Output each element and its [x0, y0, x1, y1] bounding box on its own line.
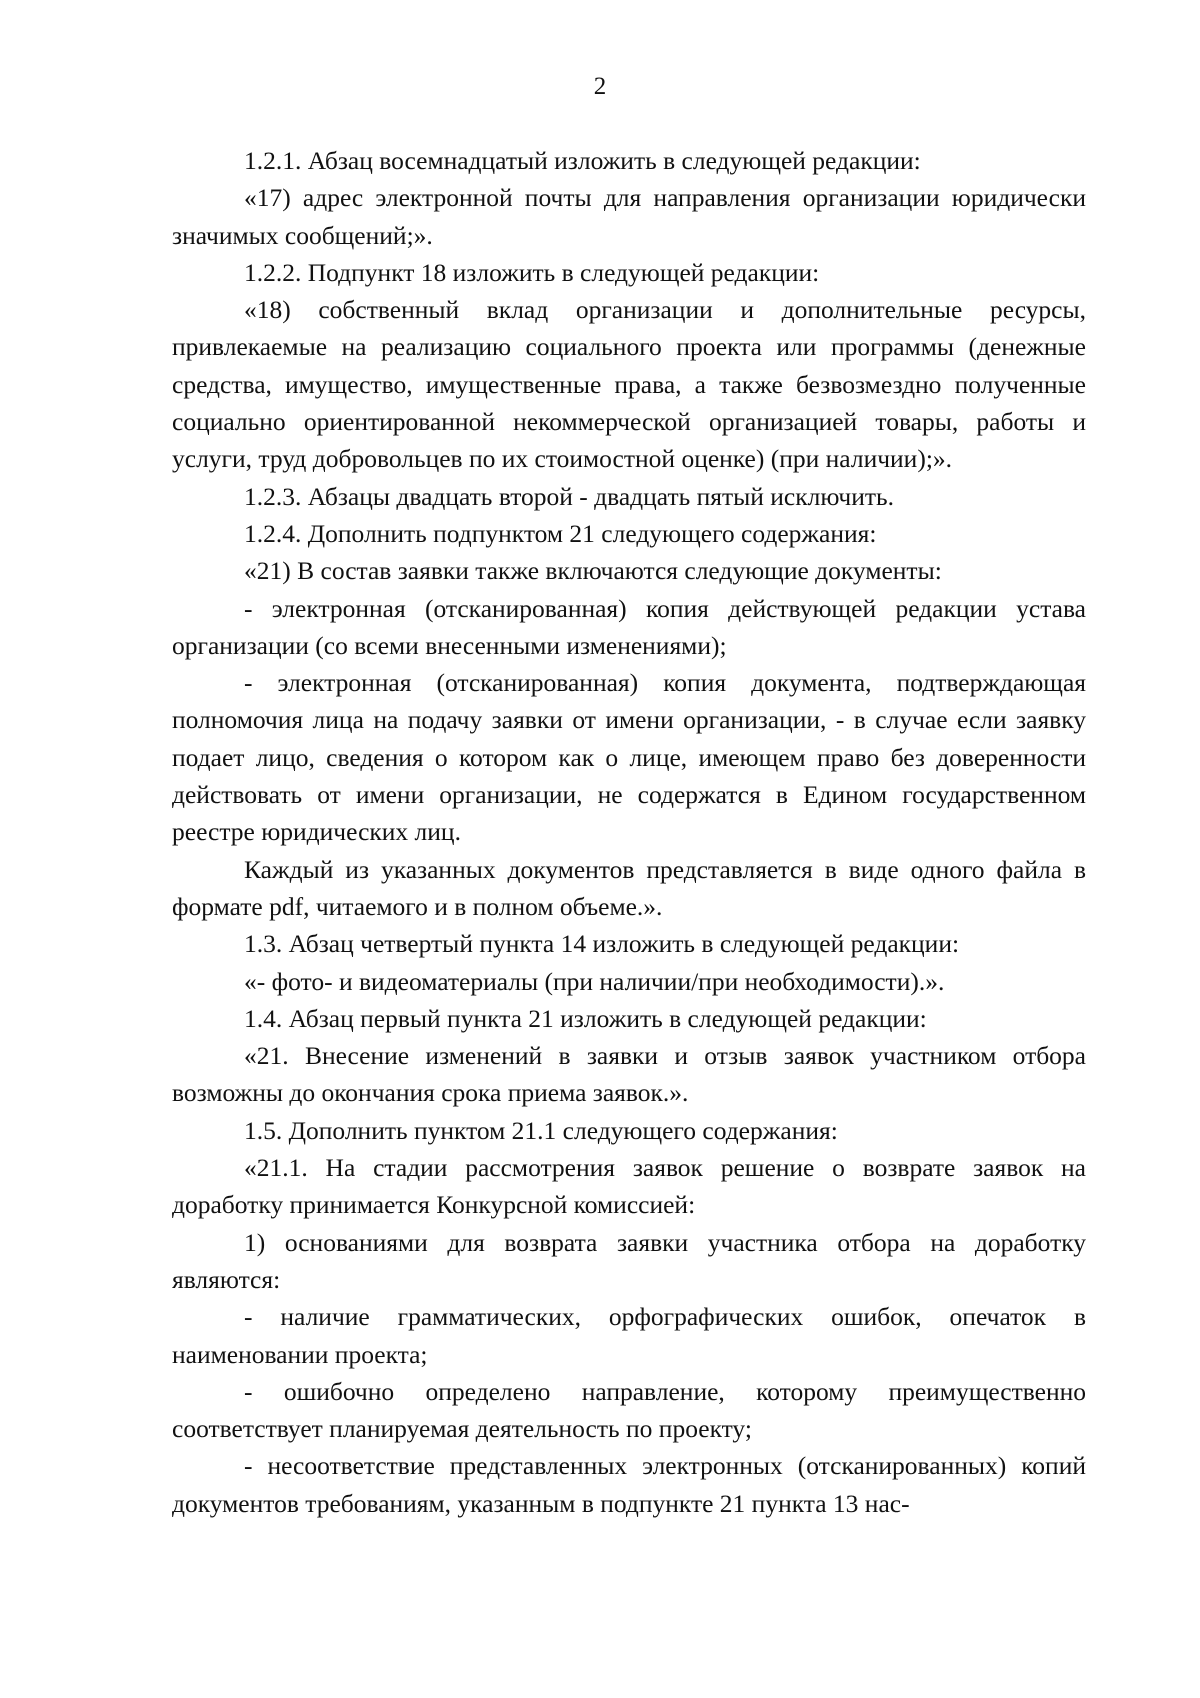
paragraph-1-3: 1.3. Абзац четвертый пункта 14 изложить в следующей редакции:	[244, 929, 960, 959]
paragraph-quote-21: «21) В состав заявки также включаются следующие документы:	[244, 556, 942, 586]
paragraph-1-2-3: 1.2.3. Абзацы двадцать второй - двадцать пятый исключить.	[244, 481, 895, 511]
paragraph-pdf-format: Каждый из указанных документов представляется в виде одного файла в формате pdf, читаемого и в полном объеме.».	[172, 854, 1086, 921]
paragraph-quote-18: «18) собственный вклад организации и дополнительные ресурсы, привлекаемые на реализацию социального проекта или программы (денежные средства, имущество, имущественные права, а также безвозмездно полученные социально ориентированной некоммерческой организацией товары, работы и услуги, труд добровольцев по их стоимостной оценке) (при наличии);».	[172, 295, 1086, 474]
paragraph-1-2-4: 1.2.4. Дополнить подпунктом 21 следующего содержания:	[244, 518, 877, 548]
paragraph-1-2-2: 1.2.2. Подпункт 18 изложить в следующей редакции:	[244, 257, 820, 287]
paragraph-quote-21-1: «21.1. На стадии рассмотрения заявок решение о возврате заявок на доработку принимается Конкурсной комиссией:	[172, 1153, 1086, 1220]
list-item-documents-mismatch: - несоответствие представленных электронных (отсканированных) копий документов требованиям, указанным в подпункте 21 пункта 13 нас-	[172, 1451, 1086, 1518]
paragraph-1-2-1: 1.2.1. Абзац восемнадцатый изложить в следующей редакции:	[244, 146, 921, 175]
paragraph-quote-photo: «- фото- и видеоматериалы (при наличии/при необходимости).».	[244, 966, 945, 996]
list-item-return-grounds: 1) основаниями для возврата заявки участника отбора на доработку являются:	[172, 1227, 1086, 1294]
paragraph-1-5: 1.5. Дополнить пунктом 21.1 следующего содержания:	[244, 1115, 838, 1145]
list-item-charter-copy: - электронная (отсканированная) копия действующей редакции устава организации (со всеми внесенными изменениями);	[172, 593, 1086, 660]
page-number: 2	[593, 73, 607, 100]
list-item-authority-copy: - электронная (отсканированная) копия документа, подтверждающая полномочия лица на подачу заявки от имени организации, - в случае если заявку подает лицо, сведения о котором как о лице, имеющем право без доверенности действовать от имени организации, не содержатся в Едином государственном реестре юридических лиц.	[172, 668, 1086, 847]
document-body	[172, 142, 1086, 1522]
paragraph-quote-17: «17) адрес электронной почты для направления организации юридически значимых сообщений;».	[172, 183, 1086, 250]
list-item-grammar-errors: - наличие грамматических, орфографических ошибок, опечаток в наименовании проекта;	[172, 1302, 1086, 1369]
list-item-wrong-direction: - ошибочно определено направление, которому преимущественно соответствует планируемая деятельность по проекту;	[172, 1376, 1086, 1444]
paragraph-quote-21-changes: «21. Внесение изменений в заявки и отзыв заявок участником отбора возможны до окончания срока приема заявок.».	[172, 1041, 1086, 1108]
paragraph-1-4: 1.4. Абзац первый пункта 21 изложить в следующей редакции:	[244, 1003, 927, 1033]
